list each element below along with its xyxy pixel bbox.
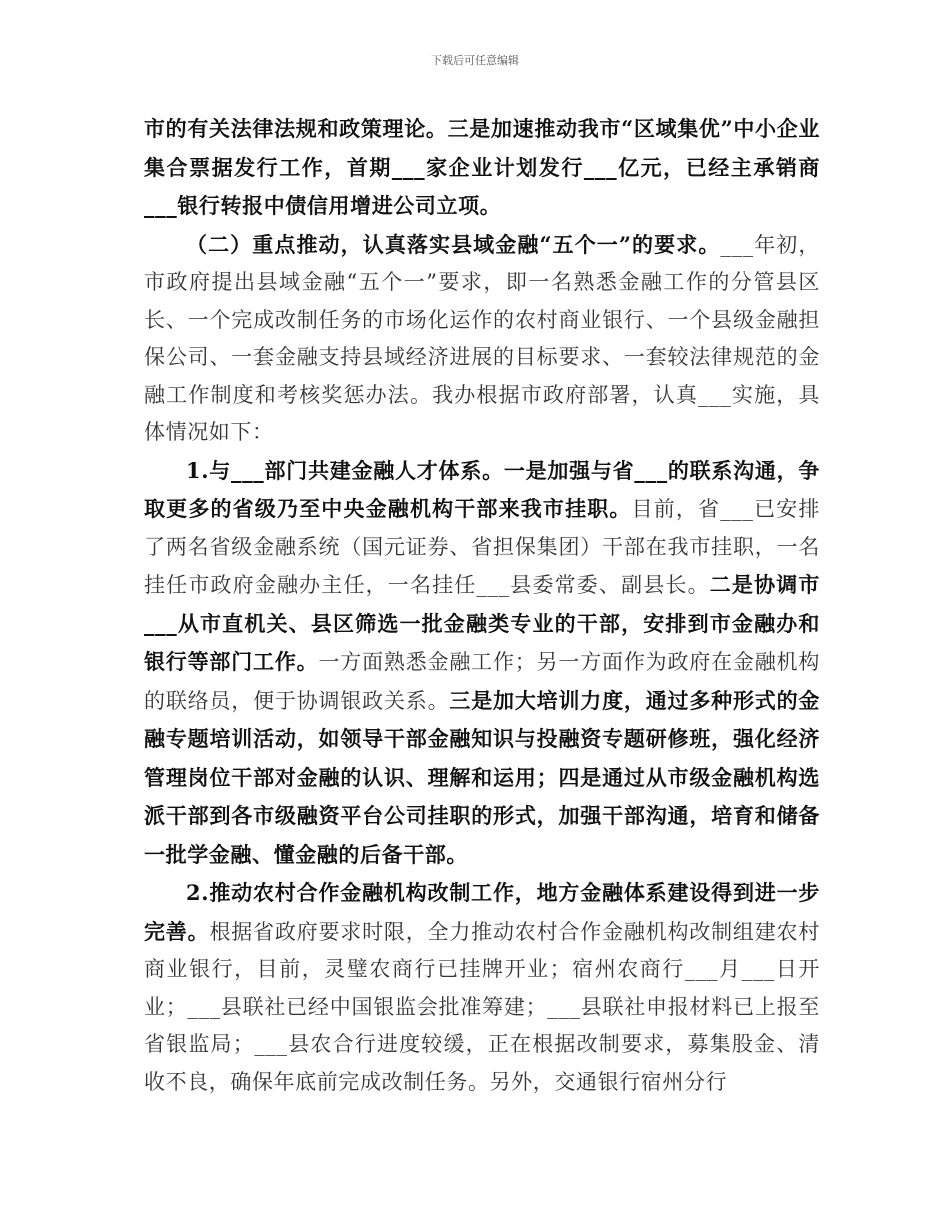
- bold-text: 市的有关法律法规和政策理论。三是加速推动我市“区域集优”中小企业集合票据发行工作，首期___家企业计划发行___亿元，已经主承销商___银行转报中债信用增进公司立项。: [144, 116, 820, 218]
- bold-text: 三是加大培训力度，通过多种形式的金融专题培训活动，如领导干部金融知识与投融资专题研修班，强化经济管理岗位干部对金融的认识、理解和运用；四是通过从市级金融机构选派干部到各市级融资平台公司挂职的形式，加强干部沟通，培育和储备一批学金融、懂金融的后备干部。: [144, 687, 820, 867]
- section-heading: （二）重点推动，认真落实县域金融“五个一”的要求。: [186, 231, 721, 257]
- paragraph: [144, 874, 820, 1101]
- page-header-note: 下载后可任意编辑: [431, 54, 519, 67]
- document-body: [144, 110, 820, 1101]
- bold-text: 二是协调市___从市直机关、县区筛选一批金融类专业的干部，安排到市金融办和银行等部门工作。: [144, 572, 820, 674]
- bold-text: 2.推动农村合作金融机构改制工作，地方金融体系建设得到进一步完善。: [144, 880, 820, 944]
- body-text: ___年初，市政府提出县域金融“五个一”要求，即一名熟悉金融工作的分管县区长、一个完成改制任务的市场化运作的农村商业银行、一个县级金融担保公司、一套金融支持县域经济进展的目标要求、一套较法律规范的金融工作制度和考核奖惩办法。我办根据市政府部署，认真___实施，具体情况如下：: [144, 232, 820, 444]
- paragraph: [144, 110, 820, 226]
- body-text: 一方面熟悉金融工作；另一方面作为政府在金融机构的联络员，便于协调银政关系。: [144, 650, 820, 713]
- bold-text: 1.与___部门共建金融人才体系。一是加强与省___的联系沟通，争取更多的省级乃至中央金融机构干部来我市挂职。: [144, 457, 820, 521]
- body-text: 目前，省___已安排了两名省级金融系统（国元证券、省担保集团）干部在我市挂职，一名挂任市政府金融办主任，一名挂任___县委常委、副县长。: [144, 497, 820, 597]
- body-text: 根据省政府要求时限，全力推动农村合作金融机构改制组建农村商业银行，目前，灵璧农商行已挂牌开业；宿州农商行___月___日开业；___县联社已经中国银监会批准筹建；___县联社申报材料已上报至省银监局；___县农合行进度较缓，正在根据改制要求，募集股金、清收不良，确保年底前完成改制任务。另外，交通银行宿州分行: [144, 919, 820, 1094]
- paragraph: [144, 226, 820, 452]
- paragraph: [144, 452, 820, 875]
